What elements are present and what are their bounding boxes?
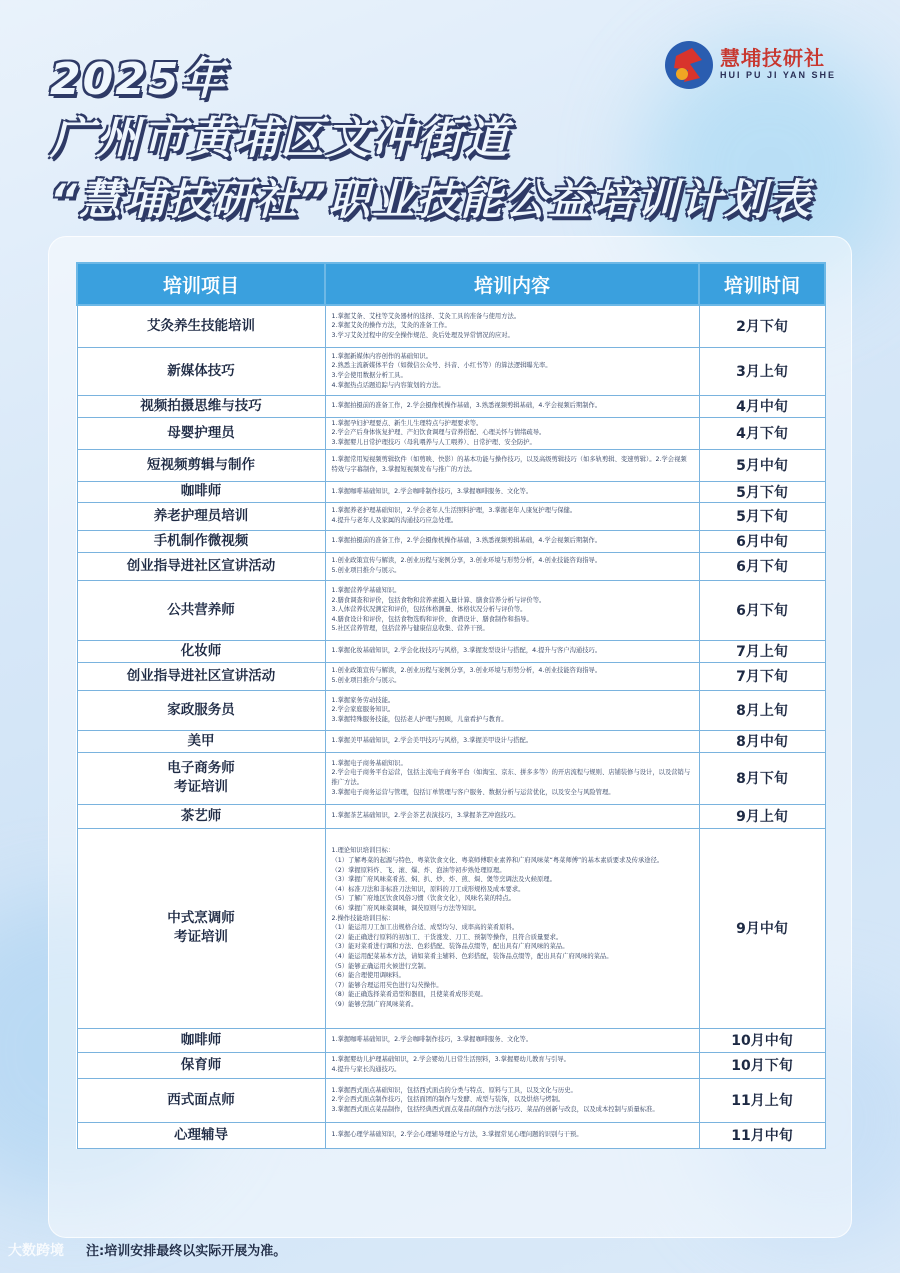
table-row	[77, 347, 825, 395]
training-content: 1.掌握拍摄前的准备工作，2.学会摄像机操作基础，3.熟悉视频剪辑基础，4.学会视频后期制作。	[325, 395, 699, 417]
training-time: 9月上旬	[699, 804, 825, 828]
logo-name: 慧埔技研社	[720, 48, 825, 70]
training-content: 1.掌握养老护理基础知识，2.学会老年人生活照料护理，3.掌握老年人康复护理与保健。 4.提升与老年人及家属的沟通技巧应急处理。	[325, 502, 699, 530]
training-time: 7月下旬	[699, 662, 825, 690]
table-row	[77, 449, 825, 481]
training-time: 10月下旬	[699, 1052, 825, 1078]
table-row	[77, 417, 825, 449]
table-header-row	[77, 263, 825, 305]
table-row	[77, 481, 825, 502]
training-time: 5月下旬	[699, 481, 825, 502]
training-content: 1.掌握拍摄前的准备工作，2.学会摄像机操作基础，3.熟悉视频剪辑基础，4.学会视频后期制作。	[325, 530, 699, 552]
table-row	[77, 580, 825, 640]
logo-subtitle: HUI PU JI YAN SHE	[720, 70, 837, 80]
table-body	[77, 305, 825, 1148]
training-time: 7月上旬	[699, 640, 825, 662]
training-project: 电子商务师 考证培训	[77, 752, 325, 804]
training-time: 6月下旬	[699, 580, 825, 640]
title-program: “慧埔技研社”职业技能公益培训计划表	[50, 175, 813, 224]
training-time: 5月中旬	[699, 449, 825, 481]
training-content: 1.掌握化妆基础知识，2.学会化妆技巧与风格，3.掌握发型设计与搭配，4.提升与客户沟通技巧。	[325, 640, 699, 662]
training-project: 创业指导进社区宣讲活动	[77, 662, 325, 690]
training-content: 1.掌握常用短视频剪辑软件（如剪映、快影）的基本功能与操作技巧，以及高级剪辑技巧（如多轨剪辑、变速剪辑）。2.学会视频特效与字幕制作，3.掌握短视频发布与推广的方法。	[325, 449, 699, 481]
training-project: 公共营养师	[77, 580, 325, 640]
logo-mark-icon	[662, 38, 716, 92]
training-content: 1.掌握家务劳动技能。 2.学会家庭服务知识。 3.掌握特殊服务技能，包括老人护理与照顾，儿童看护与教育。	[325, 690, 699, 730]
training-content: 1.掌握美甲基础知识，2.学会美甲技巧与风格，3.掌握美甲设计与搭配。	[325, 730, 699, 752]
training-time: 5月下旬	[699, 502, 825, 530]
brand-logo	[662, 36, 852, 94]
training-project: 西式面点师	[77, 1078, 325, 1122]
table-row	[77, 730, 825, 752]
table-row	[77, 502, 825, 530]
training-content: 1.掌握营养学基础知识。 2.膳食调查和评价，包括食物和营养素摄入量计算、膳食营养分析与评价等。 3.人体营养状况测定和评价，包括体格测量、体格状况分析与评价等。 4.膳食设计和评价，包括食物选购和评价、食谱设计、膳食制作和指导。 5.社区营养管理，包括营养与健康信息收集、营养干预。	[325, 580, 699, 640]
training-time: 8月中旬	[699, 730, 825, 752]
table-row	[77, 804, 825, 828]
table-row	[77, 305, 825, 347]
training-project: 母婴护理员	[77, 417, 325, 449]
training-time: 2月下旬	[699, 305, 825, 347]
training-time: 3月上旬	[699, 347, 825, 395]
training-content: 1.掌握电子商务基础知识。 2.学会电子商务平台运营，包括主流电子商务平台（如淘宝、京东、拼多多等）的开店流程与规则、店铺装修与设计，以及营销与推广方法。 3.掌握电子商务运营与管理，包括订单管理与客户服务、数据分析与运营优化，以及安全与风险管理。	[325, 752, 699, 804]
table-row	[77, 1078, 825, 1122]
training-project: 心理辅导	[77, 1122, 325, 1148]
training-project: 手机制作微视频	[77, 530, 325, 552]
table-row	[77, 662, 825, 690]
training-time: 11月中旬	[699, 1122, 825, 1148]
training-project: 咖啡师	[77, 481, 325, 502]
training-project: 家政服务员	[77, 690, 325, 730]
table-row	[77, 690, 825, 730]
header-time: 培训时间	[699, 263, 825, 305]
training-schedule-table	[76, 262, 826, 1149]
title-year: 2025年	[50, 54, 227, 105]
training-project: 咖啡师	[77, 1028, 325, 1052]
title-district: 广州市黄埔区文冲街道	[50, 113, 510, 164]
table-row	[77, 640, 825, 662]
watermark: 大数跨境	[8, 1243, 64, 1259]
training-time: 4月下旬	[699, 417, 825, 449]
training-content: 1.掌握孕妇护理要点、新生儿生理特点与护理要求等。 2.学会产后身体恢复护理、产妇饮食调理与营养搭配、心理关怀与情绪疏导。 3.掌握婴儿日常护理技巧（母乳喂养与人工喂养）、日常护理、安全防护。	[325, 417, 699, 449]
training-project: 创业指导进社区宣讲活动	[77, 552, 325, 580]
training-content: 1.掌握茶艺基础知识，2.学会茶艺表演技巧，3.掌握茶艺冲泡技巧。	[325, 804, 699, 828]
training-project: 中式烹调师 考证培训	[77, 828, 325, 1028]
training-time: 4月中旬	[699, 395, 825, 417]
training-time: 6月下旬	[699, 552, 825, 580]
training-project: 艾灸养生技能培训	[77, 305, 325, 347]
training-project: 保育师	[77, 1052, 325, 1078]
training-project: 新媒体技巧	[77, 347, 325, 395]
training-project: 养老护理员培训	[77, 502, 325, 530]
training-time: 9月中旬	[699, 828, 825, 1028]
training-content: 1.掌握西式面点基础知识，包括西式面点的分类与特点、原料与工具，以及文化与历史。 2.学会西式面点制作技巧，包括面团的制作与发酵、成型与装饰，以及烘焙与烤制。 3.掌握西式面点菜品制作，包括经典西式面点菜品的制作方法与技巧、菜品的创新与改良，以及成本控制与质量标准。	[325, 1078, 699, 1122]
header-project: 培训项目	[77, 263, 325, 305]
training-content: 1.掌握咖啡基础知识，2.学会咖啡制作技巧，3.掌握咖啡服务、文化等。	[325, 481, 699, 502]
training-time: 6月中旬	[699, 530, 825, 552]
table-row	[77, 828, 825, 1028]
training-content: 1.掌握婴幼儿护理基础知识，2.学会婴幼儿日常生活照料，3.掌握婴幼儿教育与引导。 4.提升与家长沟通技巧。	[325, 1052, 699, 1078]
table-row	[77, 1052, 825, 1078]
training-project: 美甲	[77, 730, 325, 752]
table-row	[77, 752, 825, 804]
training-time: 8月上旬	[699, 690, 825, 730]
training-content: 1.掌握咖啡基础知识，2.学会咖啡制作技巧，3.掌握咖啡服务、文化等。	[325, 1028, 699, 1052]
table-row	[77, 552, 825, 580]
training-project: 短视频剪辑与制作	[77, 449, 325, 481]
table-row	[77, 1028, 825, 1052]
training-project: 视频拍摄思维与技巧	[77, 395, 325, 417]
training-content: 1.创业政策宣传与解读，2.创业历程与案例分享，3.创业环境与形势分析，4.创业技能咨询指导。 5.创业项目推介与展示。	[325, 552, 699, 580]
training-content: 1.掌握新媒体内容创作的基础知识。 2.熟悉主流新媒体平台（如微信公众号、抖音、小红书等）的算法逻辑曝光率。 3.学会使用数据分析工具。 4.掌握热点话题追踪与内容策划的方法。	[325, 347, 699, 395]
training-content: 1.理论知识培训目标： （1）了解粤菜的起源与特色、粤菜饮食文化、粤菜师傅职业素养和广府风味菜“粤菜师傅”的基本素质要求及传承途径。 （2）掌握原料炸、飞、滚、爆、炸、泡油等初步熟处理原理。 （3）掌握广府风味菜肴蒸、焖、扒、炒、炸、煎、焗、煲等烹调法及火候原理。 （4）标准刀法和非标准刀法知识，原料的刀工成形规格及成本要求。 （5）了解广府地区饮食风俗习惯（饮食文化），风味名菜的特点。 （6）掌握广府风味菜调味，调芡原则与方法等知识。 2.操作技能培训目标： （1）能运用刀工加工出规格合适、成型均匀、成率高的菜肴原料。 （2）能正确进行原料的初加工、干货涨发、刀工、预制等操作，且符合质量要求。 （3）能对菜肴进行调和方法、色彩搭配、装饰品点缀等，配出具有广府风味的菜品。 （4）能运用配菜基本方法，请如菜肴主辅料、色彩搭配，装饰品点缀等，配出具有广府风味的菜品。 （5）能够正确运用火候进行烹制。 （6）能合理使用调味料。 （7）能够合理运用芡色进行勾芡操作。 （8）能正确选择菜肴造型和器皿，且使菜肴成形美观。 （9）能够烹制广府风味菜肴。	[325, 828, 699, 1028]
training-time: 11月上旬	[699, 1078, 825, 1122]
table-row	[77, 530, 825, 552]
training-content: 1.创业政策宣传与解读，2.创业历程与案例分享，3.创业环境与形势分析，4.创业技能咨询指导。 5.创业项目推介与展示。	[325, 662, 699, 690]
training-content: 1.掌握艾条、艾柱等艾灸器材的选择、艾灸工具的准备与使用方法。 2.掌握艾灸的操作方法，艾灸的准备工作。 3.学习艾灸过程中的安全操作规范、灸后处理及异常情况的应对。	[325, 305, 699, 347]
training-project: 化妆师	[77, 640, 325, 662]
training-time: 10月中旬	[699, 1028, 825, 1052]
header-content: 培训内容	[325, 263, 699, 305]
footnote: 注:培训安排最终以实际开展为准。	[86, 1244, 287, 1259]
training-content: 1.掌握心理学基础知识，2.学会心理辅导理论与方法，3.掌握常见心理问题的识别与干预。	[325, 1122, 699, 1148]
table-row	[77, 395, 825, 417]
table-row	[77, 1122, 825, 1148]
training-project: 茶艺师	[77, 804, 325, 828]
training-time: 8月下旬	[699, 752, 825, 804]
